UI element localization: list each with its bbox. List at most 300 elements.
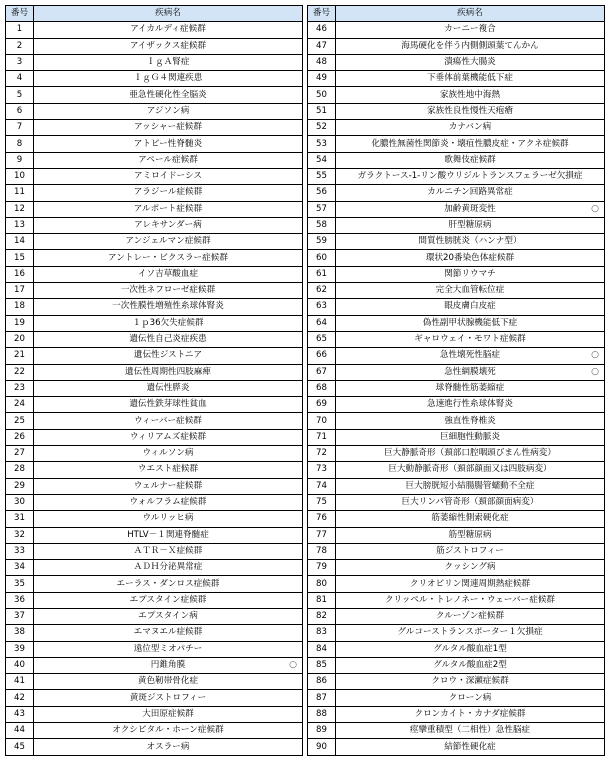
row-number: 9 <box>6 152 34 168</box>
row-disease-name-cell <box>34 592 303 608</box>
row-disease-name-cell <box>34 331 303 347</box>
row-disease-name-cell <box>34 299 303 315</box>
table-row <box>308 217 605 233</box>
disease-name: 円錐角膜 <box>150 660 186 671</box>
table-row <box>6 22 303 38</box>
table-row <box>308 201 605 217</box>
row-number: 26 <box>6 429 34 445</box>
table-row <box>308 185 605 201</box>
disease-name: 完全大血管転位症 <box>435 285 505 296</box>
row-disease-name-cell <box>336 641 605 657</box>
disease-name: 巨大動静脈奇形（頚部顔面又は四肢病変） <box>388 464 552 475</box>
row-number: 50 <box>308 87 336 103</box>
row-number: 24 <box>6 397 34 413</box>
table-row <box>6 511 303 527</box>
table-row <box>6 543 303 559</box>
row-number: 80 <box>308 576 336 592</box>
table-row <box>6 136 303 152</box>
table-row <box>308 592 605 608</box>
row-number: 65 <box>308 331 336 347</box>
disease-name: 間質性膀胱炎（ハンナ型） <box>418 236 522 247</box>
row-disease-name-cell <box>336 560 605 576</box>
row-disease-name-cell <box>336 478 605 494</box>
disease-name: 歌舞伎症候群 <box>444 154 496 165</box>
row-disease-name-cell <box>34 136 303 152</box>
table-row <box>6 152 303 168</box>
row-disease-name-cell <box>34 315 303 331</box>
table-row <box>308 283 605 299</box>
disease-name: 一次性ネフローゼ症候群 <box>120 285 216 296</box>
table-row <box>308 739 605 755</box>
table-row <box>6 120 303 136</box>
row-number: 72 <box>308 446 336 462</box>
disease-name: 一次性膜性増殖性糸球体腎炎 <box>112 301 224 312</box>
disease-name: 黄斑ジストロフィー <box>129 692 207 703</box>
row-number: 48 <box>308 54 336 70</box>
row-disease-name-cell <box>336 446 605 462</box>
row-number: 28 <box>6 462 34 478</box>
row-number: 27 <box>6 446 34 462</box>
disease-table-left <box>5 5 303 756</box>
disease-name: 急性網膜壊死 <box>444 366 496 377</box>
disease-name: 環状20番染色体症候群 <box>425 252 515 263</box>
row-disease-name-cell <box>336 364 605 380</box>
table-row <box>308 120 605 136</box>
table-row <box>6 348 303 364</box>
table-row <box>6 429 303 445</box>
header-row <box>308 6 605 22</box>
disease-name: ギャロウェイ・モワト症候群 <box>414 334 526 345</box>
disease-name: 潰瘍性大腸炎 <box>444 57 496 68</box>
disease-name: ＡＴＲ－Ｘ症候群 <box>133 545 203 556</box>
table-row <box>6 54 303 70</box>
row-number: 76 <box>308 511 336 527</box>
row-disease-name-cell <box>336 739 605 755</box>
row-number: 41 <box>6 674 34 690</box>
table-row <box>308 299 605 315</box>
disease-name: 遺伝性ジストニア <box>133 350 203 361</box>
row-disease-name-cell <box>34 201 303 217</box>
row-disease-name-cell <box>34 723 303 739</box>
disease-name: 球脊髄性筋萎縮症 <box>435 382 505 393</box>
disease-name: 遺伝性膵炎 <box>146 382 190 393</box>
table-row <box>6 641 303 657</box>
disease-name: 家族性地中海熱 <box>439 89 501 100</box>
disease-name: グルコーストランスポーター１欠損症 <box>397 627 543 638</box>
row-number: 58 <box>308 217 336 233</box>
table-row <box>6 674 303 690</box>
row-disease-name-cell <box>336 625 605 641</box>
table-row <box>6 299 303 315</box>
row-disease-name-cell <box>34 266 303 282</box>
row-number: 6 <box>6 103 34 119</box>
row-number: 20 <box>6 331 34 347</box>
disease-name: アミロイドーシス <box>133 171 203 182</box>
row-disease-name-cell <box>336 462 605 478</box>
row-number: 3 <box>6 54 34 70</box>
row-disease-name-cell <box>34 380 303 396</box>
disease-name: 筋ジストロフィー <box>436 545 504 556</box>
table-row <box>6 657 303 673</box>
row-number: 45 <box>6 739 34 755</box>
row-disease-name-cell <box>34 120 303 136</box>
table-row <box>308 168 605 184</box>
row-number: 74 <box>308 478 336 494</box>
row-disease-name-cell <box>34 54 303 70</box>
disease-name: 結節性硬化症 <box>444 741 496 752</box>
disease-name: ＩｇＧ４関連疾患 <box>133 73 203 84</box>
table-row <box>6 706 303 722</box>
row-number: 51 <box>308 103 336 119</box>
disease-name: アペール症候群 <box>138 154 198 165</box>
table-row <box>6 560 303 576</box>
table-row <box>6 625 303 641</box>
disease-name: 下垂体前葉機能低下症 <box>427 73 513 84</box>
row-disease-name-cell <box>336 331 605 347</box>
disease-name: 偽性副甲状腺機能低下症 <box>422 317 518 328</box>
row-number: 31 <box>6 511 34 527</box>
table-row <box>6 380 303 396</box>
disease-name: アイザックス症候群 <box>129 40 207 51</box>
row-disease-name-cell <box>336 136 605 152</box>
table-row <box>6 690 303 706</box>
row-disease-name-cell <box>336 103 605 119</box>
table-row <box>308 103 605 119</box>
disease-name: 急性壊死性脳症 <box>439 350 501 361</box>
disease-name: ウィルソン病 <box>142 448 194 459</box>
row-disease-name-cell <box>34 511 303 527</box>
table-row <box>308 723 605 739</box>
table-row <box>308 71 605 87</box>
table-row <box>6 592 303 608</box>
table-row <box>6 739 303 755</box>
row-number: 84 <box>308 641 336 657</box>
table-row <box>308 527 605 543</box>
disease-name: 筋萎縮性側索硬化症 <box>431 513 509 524</box>
row-number: 7 <box>6 120 34 136</box>
disease-name: クローン病 <box>448 692 492 703</box>
disease-name: 亜急性硬化性全脳炎 <box>129 89 207 100</box>
row-number: 36 <box>6 592 34 608</box>
disease-name: アイカルディ症候群 <box>130 24 206 35</box>
row-number: 38 <box>6 625 34 641</box>
row-disease-name-cell <box>34 217 303 233</box>
row-number: 46 <box>308 22 336 38</box>
table-row <box>6 397 303 413</box>
row-disease-name-cell <box>336 543 605 559</box>
disease-name: 大田原症候群 <box>142 708 194 719</box>
disease-name: 痙攣重積型（二相性）急性脳症 <box>409 725 531 736</box>
disease-name: ガラクトース-1-リン酸ウリジルトランスフェラーゼ欠損症 <box>357 171 583 182</box>
row-disease-name-cell <box>34 71 303 87</box>
row-disease-name-cell <box>34 250 303 266</box>
row-number: 30 <box>6 494 34 510</box>
row-number: 56 <box>308 185 336 201</box>
table-row <box>308 478 605 494</box>
disease-name: エマヌエル症候群 <box>133 627 203 638</box>
row-disease-name-cell <box>336 266 605 282</box>
table-row <box>6 217 303 233</box>
table-row <box>6 266 303 282</box>
row-number: 49 <box>308 71 336 87</box>
row-disease-name-cell <box>336 299 605 315</box>
disease-name: 筋型糖原病 <box>448 529 492 540</box>
row-disease-name-cell <box>336 152 605 168</box>
table-row <box>6 185 303 201</box>
row-disease-name-cell <box>336 234 605 250</box>
disease-name: エーラス・ダンロス症候群 <box>116 578 220 589</box>
row-disease-name-cell <box>34 560 303 576</box>
row-number: 79 <box>308 560 336 576</box>
table-row <box>6 38 303 54</box>
row-disease-name-cell <box>336 315 605 331</box>
row-disease-name-cell <box>34 527 303 543</box>
row-number: 77 <box>308 527 336 543</box>
row-disease-name-cell <box>34 446 303 462</box>
row-disease-name-cell <box>336 348 605 364</box>
row-number: 5 <box>6 87 34 103</box>
row-number: 43 <box>6 706 34 722</box>
row-disease-name-cell <box>336 380 605 396</box>
table-row <box>308 446 605 462</box>
row-number: 8 <box>6 136 34 152</box>
row-disease-name-cell <box>34 283 303 299</box>
circle-mark: ○ <box>289 659 297 670</box>
row-number: 18 <box>6 299 34 315</box>
disease-name: １ｐ36欠失症候群 <box>132 317 204 328</box>
row-disease-name-cell <box>34 608 303 624</box>
disease-name: ＩｇＡ腎症 <box>146 57 190 68</box>
table-row <box>6 71 303 87</box>
row-number: 23 <box>6 380 34 396</box>
row-disease-name-cell <box>336 38 605 54</box>
row-disease-name-cell <box>34 674 303 690</box>
row-disease-name-cell <box>336 608 605 624</box>
row-number: 73 <box>308 462 336 478</box>
row-number: 61 <box>308 266 336 282</box>
disease-name: 肝型糖原病 <box>448 220 492 230</box>
table-row <box>308 674 605 690</box>
row-disease-name-cell <box>336 690 605 706</box>
row-disease-name-cell <box>336 413 605 429</box>
disease-name: グルタル酸血症2型 <box>433 660 507 671</box>
row-disease-name-cell <box>34 706 303 722</box>
row-number: 63 <box>308 299 336 315</box>
table-row <box>308 543 605 559</box>
disease-table-right <box>307 5 605 756</box>
row-disease-name-cell <box>336 283 605 299</box>
row-number: 15 <box>6 250 34 266</box>
row-disease-name-cell <box>34 494 303 510</box>
circle-mark: ○ <box>591 350 599 361</box>
table-row <box>308 380 605 396</box>
disease-name: イソ吉草酸血症 <box>137 268 199 279</box>
row-disease-name-cell <box>34 690 303 706</box>
row-number: 90 <box>308 739 336 755</box>
table-row <box>308 87 605 103</box>
row-number: 53 <box>308 136 336 152</box>
row-disease-name-cell <box>34 413 303 429</box>
table-row <box>6 201 303 217</box>
row-number: 78 <box>308 543 336 559</box>
disease-name: アントレー・ビクスラー症候群 <box>108 252 228 263</box>
table-row <box>6 478 303 494</box>
header-disease-name: 疾病名 <box>336 6 605 22</box>
table-row <box>308 608 605 624</box>
table-row <box>308 494 605 510</box>
table-body <box>308 22 605 755</box>
disease-name: クロンカイト・カナダ症候群 <box>414 708 526 719</box>
disease-name: アッシャー症候群 <box>134 122 202 133</box>
table-row <box>308 706 605 722</box>
row-disease-name-cell <box>34 641 303 657</box>
disease-list <box>5 5 605 756</box>
row-number: 1 <box>6 22 34 38</box>
disease-name: 巨大膀胱短小結腸腸管蠕動不全症 <box>405 480 535 491</box>
table-row <box>308 152 605 168</box>
table-row <box>6 413 303 429</box>
header-number: 番号 <box>6 6 34 22</box>
disease-name: 黄色靭帯骨化症 <box>137 676 199 687</box>
row-number: 19 <box>6 315 34 331</box>
disease-name: アルポート症候群 <box>133 203 203 214</box>
row-number: 70 <box>308 413 336 429</box>
row-disease-name-cell <box>34 657 303 673</box>
table-row <box>308 250 605 266</box>
row-number: 60 <box>308 250 336 266</box>
disease-name: アラジール症候群 <box>133 187 203 198</box>
row-number: 47 <box>308 38 336 54</box>
table-row <box>6 462 303 478</box>
disease-name: オクシピタル・ホーン症候群 <box>112 725 224 736</box>
row-disease-name-cell <box>34 478 303 494</box>
disease-name: グルタル酸血症1型 <box>433 643 507 654</box>
table-row <box>308 234 605 250</box>
row-disease-name-cell <box>336 397 605 413</box>
table-row <box>6 315 303 331</box>
disease-name: エプスタイン症候群 <box>129 594 207 605</box>
disease-name: 巨大リンパ管奇形（頚部顔面病変） <box>401 497 539 508</box>
table-row <box>6 87 303 103</box>
row-disease-name-cell <box>336 706 605 722</box>
table-row <box>6 576 303 592</box>
row-number: 34 <box>6 560 34 576</box>
table-row <box>308 397 605 413</box>
row-number: 62 <box>308 283 336 299</box>
row-number: 55 <box>308 168 336 184</box>
row-disease-name-cell <box>336 54 605 70</box>
table-row <box>308 364 605 380</box>
table-row <box>6 283 303 299</box>
row-disease-name-cell <box>336 576 605 592</box>
row-disease-name-cell <box>34 168 303 184</box>
row-number: 89 <box>308 723 336 739</box>
table-row <box>308 54 605 70</box>
table-row <box>6 723 303 739</box>
row-number: 14 <box>6 234 34 250</box>
table-row <box>308 641 605 657</box>
table-row <box>308 690 605 706</box>
row-disease-name-cell <box>336 429 605 445</box>
disease-name: 家族性良性慢性天疱瘡 <box>427 105 513 116</box>
disease-name: 遠位型ミオパチー <box>133 643 203 654</box>
row-disease-name-cell <box>336 723 605 739</box>
table-body <box>6 22 303 755</box>
row-number: 39 <box>6 641 34 657</box>
disease-name: 強直性脊椎炎 <box>444 415 496 426</box>
disease-name: 遺伝性自己炎症疾患 <box>129 334 207 345</box>
row-number: 64 <box>308 315 336 331</box>
table-row <box>6 331 303 347</box>
row-disease-name-cell <box>336 87 605 103</box>
disease-name: クリオピリン関連周期熱症候群 <box>409 578 531 589</box>
row-disease-name-cell <box>34 429 303 445</box>
row-number: 11 <box>6 185 34 201</box>
row-disease-name-cell <box>336 71 605 87</box>
table-row <box>308 511 605 527</box>
row-number: 29 <box>6 478 34 494</box>
row-disease-name-cell <box>34 739 303 755</box>
row-number: 4 <box>6 71 34 87</box>
disease-name: 関節リウマチ <box>444 268 496 279</box>
table-row <box>308 657 605 673</box>
table-row <box>308 315 605 331</box>
row-number: 57 <box>308 201 336 217</box>
disease-name: 眼皮膚白皮症 <box>444 301 496 312</box>
row-disease-name-cell <box>34 364 303 380</box>
table-row <box>308 331 605 347</box>
table-row <box>6 364 303 380</box>
disease-name: カルニチン回路異常症 <box>427 187 513 198</box>
disease-name: アトピー性脊髄炎 <box>133 138 203 149</box>
table-row <box>308 266 605 282</box>
row-disease-name-cell <box>34 234 303 250</box>
row-disease-name-cell <box>336 674 605 690</box>
row-disease-name-cell <box>34 152 303 168</box>
row-number: 82 <box>308 608 336 624</box>
table-row <box>6 250 303 266</box>
row-number: 35 <box>6 576 34 592</box>
table-row <box>308 38 605 54</box>
table-row <box>6 234 303 250</box>
table-row <box>6 494 303 510</box>
row-number: 66 <box>308 348 336 364</box>
row-number: 87 <box>308 690 336 706</box>
row-number: 88 <box>308 706 336 722</box>
table-row <box>308 625 605 641</box>
disease-name: カーニー複合 <box>444 24 496 35</box>
disease-name: カナバン病 <box>448 122 492 133</box>
row-disease-name-cell <box>336 494 605 510</box>
disease-name: 遺伝性周期性四肢麻痺 <box>125 366 211 377</box>
row-disease-name-cell <box>336 185 605 201</box>
row-disease-name-cell <box>336 217 605 233</box>
row-disease-name-cell <box>336 168 605 184</box>
row-number: 44 <box>6 723 34 739</box>
row-number: 21 <box>6 348 34 364</box>
disease-name: 巨細胞性動脈炎 <box>439 431 501 442</box>
row-number: 13 <box>6 217 34 233</box>
row-number: 71 <box>308 429 336 445</box>
row-number: 86 <box>308 674 336 690</box>
row-disease-name-cell <box>336 22 605 38</box>
row-number: 75 <box>308 494 336 510</box>
disease-name: ウェルナー症候群 <box>133 480 203 491</box>
row-number: 42 <box>6 690 34 706</box>
row-disease-name-cell <box>336 592 605 608</box>
row-disease-name-cell <box>336 511 605 527</box>
row-number: 85 <box>308 657 336 673</box>
